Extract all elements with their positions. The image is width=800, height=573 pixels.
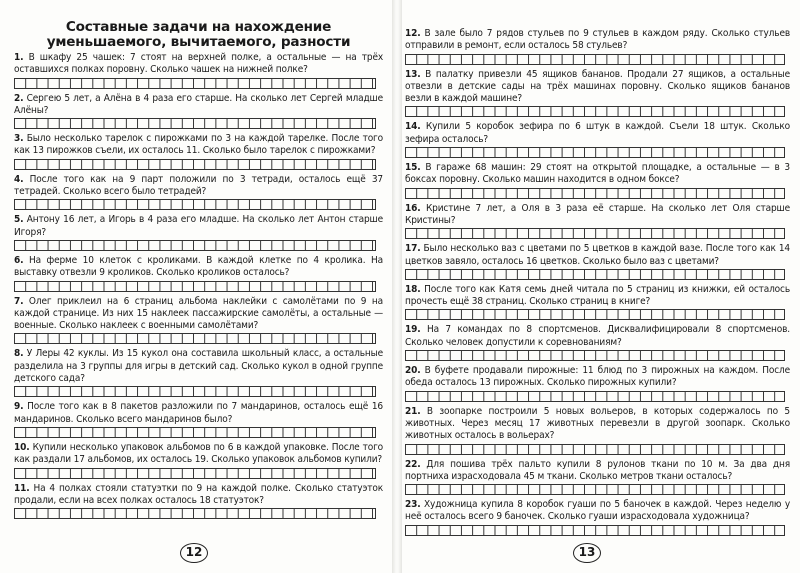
task-text xyxy=(14,52,383,77)
task-text xyxy=(14,93,383,118)
answer-grid[interactable] xyxy=(14,240,376,251)
task-number: 10. xyxy=(14,441,30,453)
task-item xyxy=(405,162,790,199)
task-body: Антону 16 лет, а Игорь в 4 раза его младше. На сколько лет Антон старше Игоря? xyxy=(14,214,383,238)
task-text xyxy=(405,365,790,390)
answer-grid[interactable] xyxy=(405,444,785,455)
task-body: Для пошива трёх пальто купили 8 рулонов ткани по 10 м. За два дня портниха израсходовала 45 м ткани. Сколько метров ткани осталось? xyxy=(405,458,790,482)
answer-grid[interactable] xyxy=(405,106,785,117)
task-text xyxy=(14,348,383,385)
task-item xyxy=(14,483,383,520)
task-number: 3. xyxy=(14,133,24,145)
task-number: 14. xyxy=(405,121,421,133)
task-body: Было несколько ваз с цветами по 5 цветков в каждой вазе. После того как 14 цветков завяло, осталось 16 цветков. Сколько было ваз с цветами? xyxy=(405,243,790,267)
task-body: В зоопарке построили 5 новых вольеров, в которых содержалось по 5 животных. Через месяц 17 животных перевезли в другой зоопарк. Сколько животных осталось в вольерах? xyxy=(405,405,790,442)
task-body: В буфете продавали пирожные: 11 блюд по 3 пирожных на каждом. После обеда осталось 13 пирожных. Сколько пирожных купили? xyxy=(405,365,790,389)
answer-grid[interactable] xyxy=(14,281,376,292)
answer-grid[interactable] xyxy=(405,391,785,402)
task-number: 2. xyxy=(14,92,24,104)
task-body: Сергею 5 лет, а Алёна в 4 раза его старше. На сколько лет Сергей младше Алёны? xyxy=(14,92,383,116)
task-body: У Леры 42 куклы. Из 15 кукол она составила школьный класс, а остальные разделила на 3 группы для игры в детский сад. Сколько кукол в одной группе детского сада? xyxy=(14,348,383,385)
task-item xyxy=(14,174,383,211)
answer-grid[interactable] xyxy=(405,228,785,239)
page-title: Составные задачи на нахождение уменьшаемого, вычитаемого, разности xyxy=(46,19,351,50)
task-body: В палатку привезли 45 ящиков бананов. Продали 27 ящиков, а остальные отвезли в детские сады на трёх машинах поровну. Сколько ящиков бананов везли в каждой машине? xyxy=(405,68,790,105)
task-body: Олег приклеил на 6 страниц альбома наклейки с самолётами по 9 на каждой странице. Из них 15 наклеек пассажирские самолёты, а остальные — военные. Сколько наклеек с военными самолётами? xyxy=(14,295,383,332)
task-body: На 4 полках стояли статуэтки по 9 на каждой полке. Сколько статуэток продали, если на всех полках осталось 18 статуэток? xyxy=(14,482,383,506)
task-number: 19. xyxy=(405,324,421,336)
task-number: 11. xyxy=(14,482,30,494)
task-item xyxy=(405,203,790,240)
answer-grid[interactable] xyxy=(405,350,785,361)
task-number: 6. xyxy=(14,254,24,266)
answer-grid[interactable] xyxy=(14,508,376,519)
task-number: 22. xyxy=(405,458,421,470)
task-body: На ферме 10 клеток с кроликами. В каждой клетке по 4 кролика. На выставку отвезли 9 кроликов. Сколько кроликов осталось? xyxy=(14,254,383,279)
task-text xyxy=(405,406,790,443)
left-page xyxy=(0,0,393,573)
task-item xyxy=(14,133,383,170)
task-number: 1. xyxy=(14,52,24,63)
task-text xyxy=(14,442,383,467)
task-item xyxy=(14,442,383,479)
task-body: В зале было 7 рядов стульев по 9 стульев в каждом ряду. Сколько стульев отправили в ремонт, если осталось 58 стульев? xyxy=(405,28,790,52)
task-body: После того как в 8 пакетов разложили по 7 мандаринов, осталось ещё 16 мандаринов. Сколько всего мандаринов было? xyxy=(14,401,383,425)
task-text xyxy=(14,296,383,333)
task-body: В шкафу 25 чашек: 7 стоят на верхней полке, а остальные — на трёх оставшихся полках поровну. Сколько чашек на нижней полке? xyxy=(14,52,383,76)
task-body: В гараже 68 машин: 29 стоят на открытой площадке, а остальные — в 3 боксах поровну. Сколько машин находится в одном боксе? xyxy=(405,162,790,186)
task-number: 12. xyxy=(405,28,421,39)
task-text xyxy=(14,401,383,426)
task-item xyxy=(405,121,790,158)
page-number-left: 12 xyxy=(180,543,208,563)
task-body: Было несколько тарелок с пирожками по 3 на каждой тарелке. После того как 13 пирожков съели, их осталось 11. Сколько было тарелок с пирожками? xyxy=(14,133,383,157)
task-number: 8. xyxy=(14,348,24,360)
answer-grid[interactable] xyxy=(14,118,376,129)
task-number: 16. xyxy=(405,202,421,214)
task-body: На 7 командах по 8 спортсменов. Дисквалифицировали 8 спортсменов. Сколько человек допустили к соревнованиям? xyxy=(405,324,790,348)
answer-grid[interactable] xyxy=(14,199,376,210)
task-text xyxy=(405,121,790,146)
task-text xyxy=(405,459,790,484)
book-gutter xyxy=(392,0,402,573)
task-item xyxy=(405,28,790,65)
right-page xyxy=(393,0,800,573)
task-text xyxy=(14,214,383,239)
task-number: 21. xyxy=(405,405,421,417)
answer-grid[interactable] xyxy=(14,468,376,479)
task-body: Кристине 7 лет, а Оля в 3 раза её старше. На сколько лет Оля старше Кристины? xyxy=(405,202,790,226)
task-item xyxy=(14,255,383,292)
task-body: Купили 5 коробок зефира по 6 штук в каждой. Съели 18 штук. Сколько зефира осталось? xyxy=(405,121,790,145)
task-item xyxy=(14,93,383,130)
task-number: 15. xyxy=(405,162,421,174)
answer-grid[interactable] xyxy=(405,484,785,495)
task-item xyxy=(14,401,383,438)
task-number: 7. xyxy=(14,295,24,307)
task-text xyxy=(14,255,383,280)
task-item xyxy=(14,296,383,345)
task-text xyxy=(14,174,383,199)
task-text xyxy=(405,324,790,349)
left-task-list xyxy=(14,52,383,519)
task-item xyxy=(405,499,790,536)
task-item xyxy=(405,406,790,455)
answer-grid[interactable] xyxy=(14,333,376,344)
answer-grid[interactable] xyxy=(14,386,376,397)
task-item xyxy=(14,348,383,397)
task-item xyxy=(405,324,790,361)
task-number: 9. xyxy=(14,401,24,413)
task-body: После того как Катя семь дней читала по 5 страниц из книжки, ей осталось прочесть ещё 38 страниц. Сколько страниц в книге? xyxy=(405,283,790,308)
task-text xyxy=(405,28,790,53)
task-body: Купили несколько упаковок альбомов по 6 в каждой упаковке. После того как раздали 17 альбомов, их осталось 19. Сколько упаковок альбомов купили? xyxy=(14,441,383,466)
answer-grid[interactable] xyxy=(14,78,376,89)
task-item xyxy=(14,214,383,251)
task-text xyxy=(405,499,790,524)
task-text xyxy=(405,284,790,309)
task-text xyxy=(405,243,790,268)
task-text xyxy=(405,203,790,228)
answer-grid[interactable] xyxy=(14,159,376,170)
task-number: 4. xyxy=(14,173,24,185)
task-item xyxy=(14,52,383,89)
answer-grid[interactable] xyxy=(405,188,785,199)
answer-grid[interactable] xyxy=(405,147,785,158)
task-number: 20. xyxy=(405,365,421,377)
task-text xyxy=(405,162,790,187)
answer-grid[interactable] xyxy=(405,269,785,280)
task-item xyxy=(405,459,790,496)
task-item xyxy=(405,284,790,321)
task-item xyxy=(405,243,790,280)
task-body: Художница купила 8 коробок гуаши по 5 баночек в каждой. Через неделю у неё осталось всего 9 баночек. Сколько гуаши израсходовала художница? xyxy=(405,499,790,523)
answer-grid[interactable] xyxy=(405,525,785,536)
task-number: 18. xyxy=(405,283,421,295)
answer-grid[interactable] xyxy=(14,427,376,438)
task-text xyxy=(14,483,383,508)
answer-grid[interactable] xyxy=(405,54,785,65)
task-number: 5. xyxy=(14,214,24,226)
task-number: 17. xyxy=(405,243,421,255)
answer-grid[interactable] xyxy=(405,309,785,320)
task-text xyxy=(405,69,790,106)
task-number: 23. xyxy=(405,499,421,511)
task-item xyxy=(405,365,790,402)
task-body: После того как на 9 парт положили по 3 тетради, осталось ещё 37 тетрадей. Сколько всего было тетрадей? xyxy=(14,173,383,198)
right-task-list xyxy=(405,28,790,536)
page-number-right: 13 xyxy=(573,543,601,563)
task-number: 13. xyxy=(405,68,421,80)
task-item xyxy=(405,69,790,118)
task-text xyxy=(14,133,383,158)
